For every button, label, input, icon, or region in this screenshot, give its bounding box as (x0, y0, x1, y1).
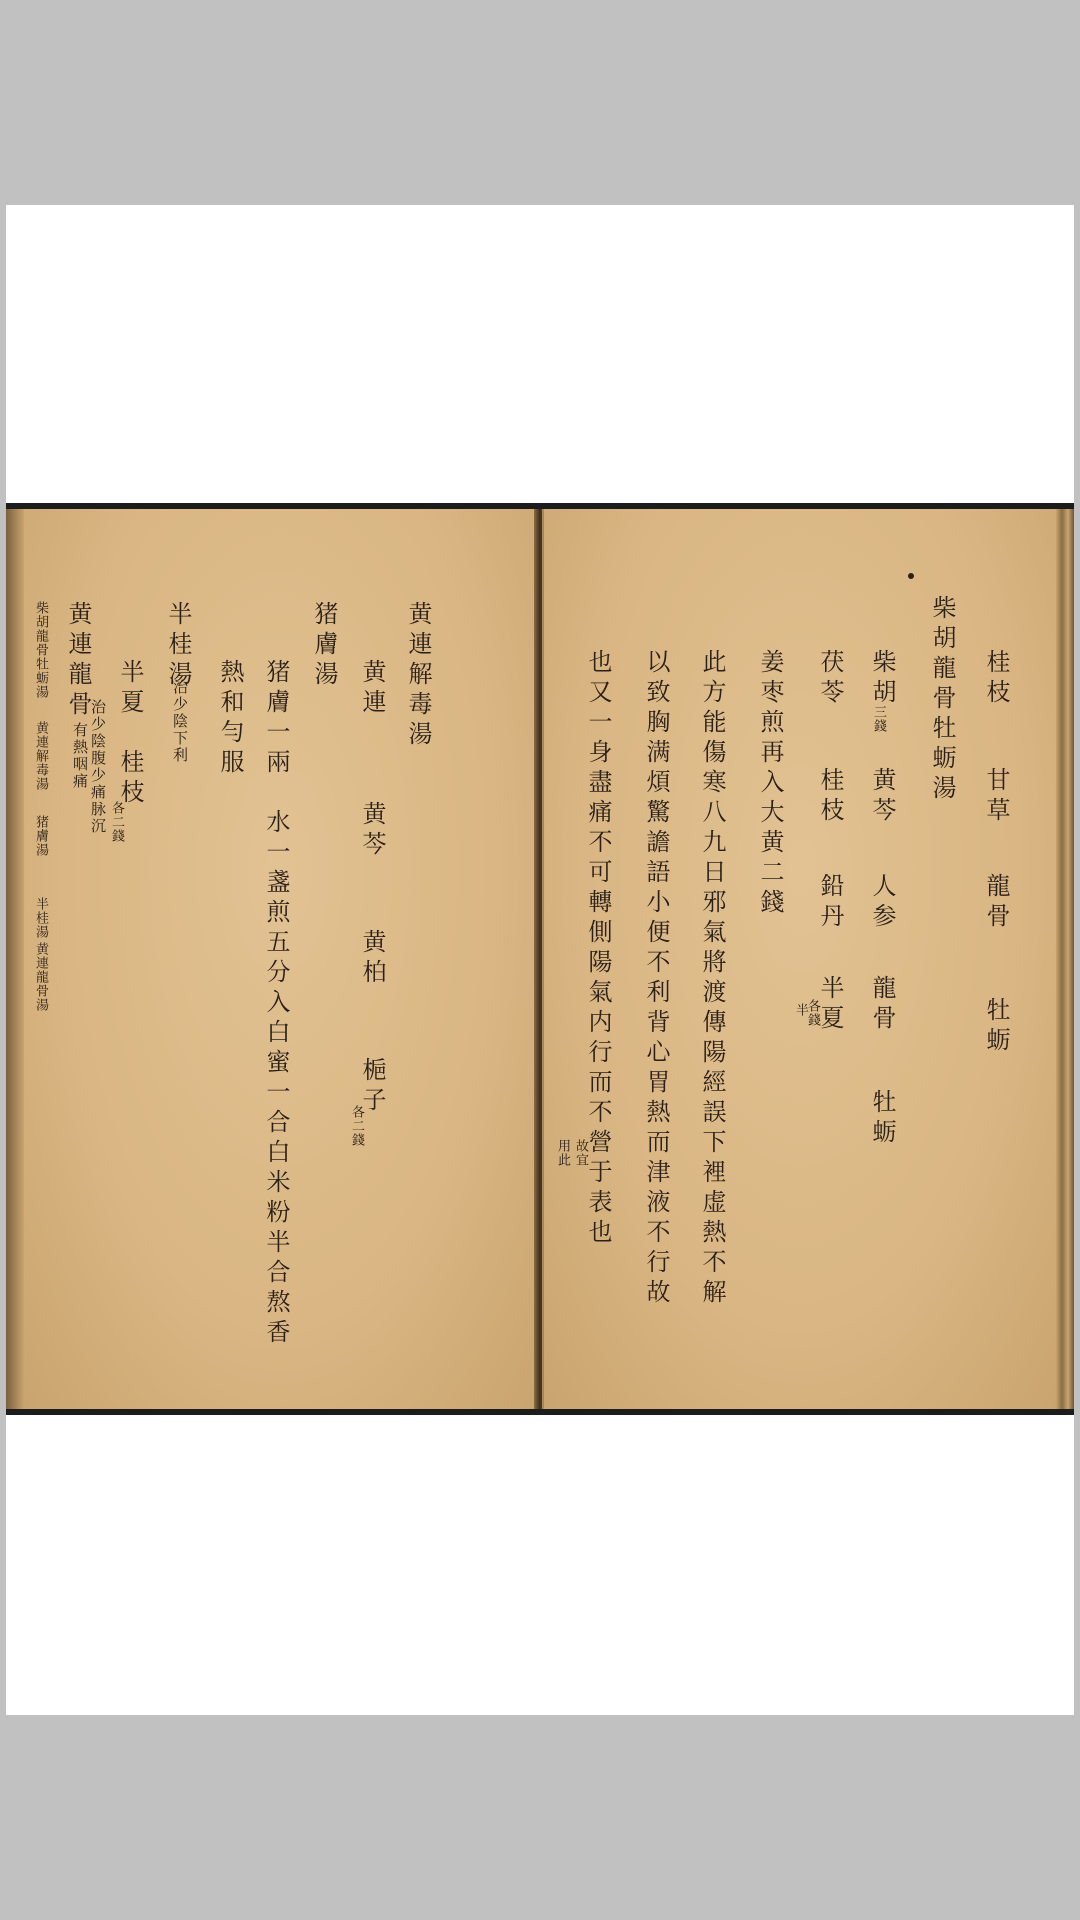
text-column-8: 也又一身盡痛不可轉側陽氣内行而不營于表也 (584, 649, 612, 1249)
herb-longgu: 龍骨 (868, 975, 896, 1035)
herb-huangbai: 黄柏 (358, 929, 386, 989)
closing-note-2: 用此 (555, 1139, 570, 1167)
herb-fuling: 茯苓 (816, 649, 844, 709)
herb-zhizi: 梔子 (358, 1057, 386, 1117)
herb-huanglian: 黄連 (358, 659, 386, 719)
herb-guizhi: 桂枝 (816, 767, 844, 827)
margin-index-5: 黄連龍骨湯 (33, 942, 48, 1012)
herb-banxia: 半夏 (116, 659, 144, 719)
herb-renshen: 人参 (868, 873, 896, 933)
herb-banxia: 半夏 (816, 975, 844, 1035)
formula-note: 治少陰下利 (171, 679, 189, 764)
herb-guizhi: 桂枝 (116, 749, 144, 809)
text-column-7: 以致胸满煩驚譫語小便不利背心胃熱而津液不行故 (642, 649, 670, 1309)
herb-qiandan: 鉛丹 (816, 873, 844, 933)
image-viewer (6, 205, 1074, 1715)
margin-index-4: 半桂湯 (33, 897, 48, 939)
herb-longgu: 龍骨 (982, 873, 1010, 933)
dosage-note: 各二錢 (109, 801, 124, 843)
margin-index-3: 猪膚湯 (33, 815, 48, 857)
text-column-5: 熱和勻服 (216, 659, 244, 779)
formula-note-2: 有熱咽痛 (71, 722, 89, 790)
right-page (542, 509, 1058, 1409)
herb-muli: 牡蛎 (868, 1089, 896, 1149)
herb-huangqin: 黄芩 (358, 801, 386, 861)
formula-note-1: 治少陰腹少痛脉沉 (89, 699, 107, 835)
text-column-4: 猪膚一兩 水一盞煎五分入白蜜一合白米粉半合熬香 (262, 659, 290, 1349)
dosage-note: 三錢 (871, 705, 886, 733)
formula-title-huanglian-longgu: 黄連龍骨 (64, 601, 92, 721)
left-page (24, 509, 538, 1409)
formula-title-bangui: 半桂湯 (164, 601, 192, 691)
formula-title-zhufu: 猪膚湯 (310, 601, 338, 691)
herb-muli: 牡蛎 (982, 997, 1010, 1057)
punctuation-dot (908, 573, 914, 579)
text-column-5: 姜枣煎再入大黄二錢 (756, 649, 784, 919)
margin-index-1: 柴胡龍骨牡蛎湯 (33, 601, 48, 699)
margin-index-2: 黄連解毒湯 (33, 721, 48, 791)
herb-guizhi: 桂枝 (982, 649, 1010, 709)
formula-title-huanglian-jiedu: 黄連解毒湯 (404, 601, 432, 751)
dosage-note: 各二錢 (349, 1105, 364, 1147)
formula-title-chaihu-longgu-muli: 柴胡龍骨牡蛎湯 (928, 595, 956, 805)
closing-note-1: 故宜 (573, 1139, 588, 1167)
herb-gancao: 甘草 (982, 767, 1010, 827)
book-scan (6, 503, 1074, 1415)
left-page-edge (6, 509, 24, 1409)
dosage-note: 各錢 (805, 999, 820, 1027)
herb-chaihu: 柴胡 (868, 649, 896, 709)
right-page-edge (1056, 509, 1074, 1409)
text-column-6: 此方能傷寒八九日邪氣將渡傳陽經誤下裡虚熱不解 (698, 649, 726, 1309)
herb-huangqin: 黄芩 (868, 767, 896, 827)
dosage-note: 半 (793, 1003, 808, 1017)
